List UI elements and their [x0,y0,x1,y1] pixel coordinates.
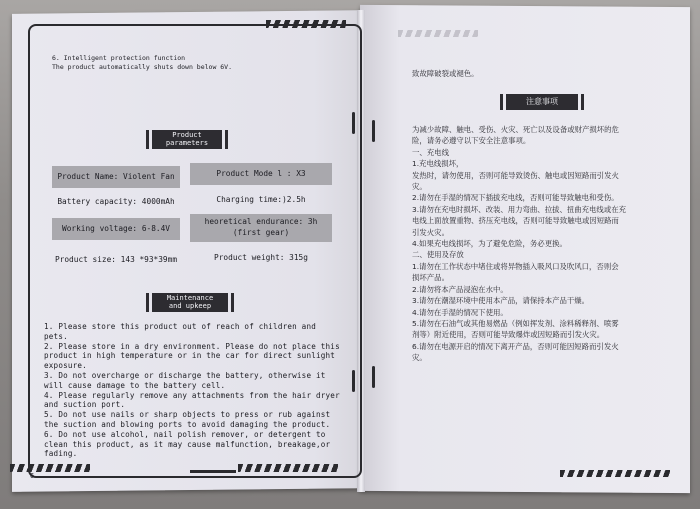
cautions-line: 2.请勿在手湿的情况下插拔充电线，否则可能导致触电和受伤。 [412,193,619,203]
cautions-line: 引发火灾。 [412,227,449,237]
binder-mark [352,112,355,134]
frame-stripe-decoration [266,20,346,28]
maintenance-item: 1. Please store this product out of reach of children and pets. [44,322,316,341]
param-weight-cell: Product weight: 315g [214,253,308,262]
binder-mark [372,120,375,142]
cautions-line: 发热时，请勿使用，否则可能导致烫伤、触电或因短路而引发火 [412,170,619,180]
binder-mark [372,366,375,388]
cautions-line: 灾。 [412,182,427,192]
maintenance-item: 5. Do not use nails or sharp objects to press or rub against the suction and blowing ports to avoid damaging the product. [44,410,331,429]
params-banner [152,130,222,149]
cautions-line: 二、使用及存放 [412,250,464,260]
continued-text: 致故障破裂或褪色。 [412,69,479,78]
cautions-line: 一、充电线 [412,147,449,157]
cautions-text [412,124,682,364]
maint-banner-line: and upkeep [168,302,212,310]
cautions-banner: 注意事项 [506,94,578,110]
param-endurance-line: heoretical endurance: 3h [204,217,318,226]
param-size-cell: Product size: 143 *93*39mm [54,255,178,264]
cautions-line: 剂等）附近使用，否则可能导致爆炸或因短路而引发火灾。 [412,330,605,340]
param-endurance-line: (first gear) [232,228,290,237]
param-battery-cell: Battery capacity: 4000mAh [57,197,175,206]
cautions-line: 1.充电线损坏， [412,159,464,169]
intro-line: The product automatically shuts down below 6V. [52,63,233,71]
cautions-line: 6.请勿在电源开启的情况下离开产品，否则可能因短路而引发火 [412,341,619,351]
maintenance-list [44,322,344,459]
cautions-line: 3.请勿在充电时损坏、改装、用力弯曲、拉拔、扭曲充电线或在充 [412,204,626,214]
page-stripe-decoration [398,30,478,37]
params-banner-line: Product [172,131,202,139]
param-name-cell: Product Name: Violent Fan [52,166,180,188]
frame-stripe-decoration [238,464,338,472]
maintenance-banner [152,293,228,312]
cautions-line: 2.请勿将本产品浸泡在水中。 [412,284,508,294]
param-voltage-cell: Working voltage: 6-8.4V [52,218,180,240]
cautions-line: 5.请勿在石油气或其他易燃品（例如挥发剂、涂料稀释剂、喷雾 [412,318,619,328]
intro-line: 6. Intelligent protection function [52,54,186,62]
maintenance-item: 3. Do not overcharge or discharge the battery, otherwise it will cause damage to the battery cell. [44,370,326,390]
cautions-line: 3.请勿在潮湿环境中使用本产品，请保持本产品干燥。 [412,296,590,306]
cautions-line: 为减少故障、触电、受伤、火灾、死亡以及设备或财产损坏的危 [412,125,619,134]
maint-banner-line: Maintenance [166,294,214,302]
param-model-cell: Product Mode l : X3 [190,163,332,185]
param-charging-cell: Charging time:)2.5h [216,195,306,204]
page-number: 6 [30,472,35,480]
param-endurance-cell [190,214,332,242]
binder-mark [352,370,355,392]
cautions-line: 险，请务必遵守以下安全注意事项。 [412,136,531,146]
cautions-line: 1.请勿在工作状态中堵住或将异物插入吸风口及吹风口，否则会 [412,261,619,271]
cautions-line: 损坏产品。 [412,273,449,283]
maintenance-item: 6. Do not use alcohol, nail polish remover, or detergent to clean this product, as it may cause malfunction, breakage,or fading. [44,430,331,459]
maintenance-item: 4. Please regularly remove any attachments from the hair dryer and suction port. [44,390,340,410]
cautions-line: 4.如果充电线损坏，为了避免危险，务必更换。 [412,239,567,249]
params-banner-line: parameters [165,139,209,147]
page-stripe-decoration [560,470,670,477]
cautions-line: 灾。 [412,353,427,363]
frame-stripe-decoration [10,464,90,472]
cautions-line: 电线上面放置重物、挤压充电线，否则可能导致触电或因短路而 [412,216,619,226]
frame-bar-decoration [190,470,236,473]
cautions-line: 4.请勿在手湿的情况下使用。 [412,307,508,317]
maintenance-item: 2. Please store in a dry environment. Please do not place this product in high temperature or in the car for direct sunlight exposure. [44,341,340,370]
intro-text [52,54,272,72]
